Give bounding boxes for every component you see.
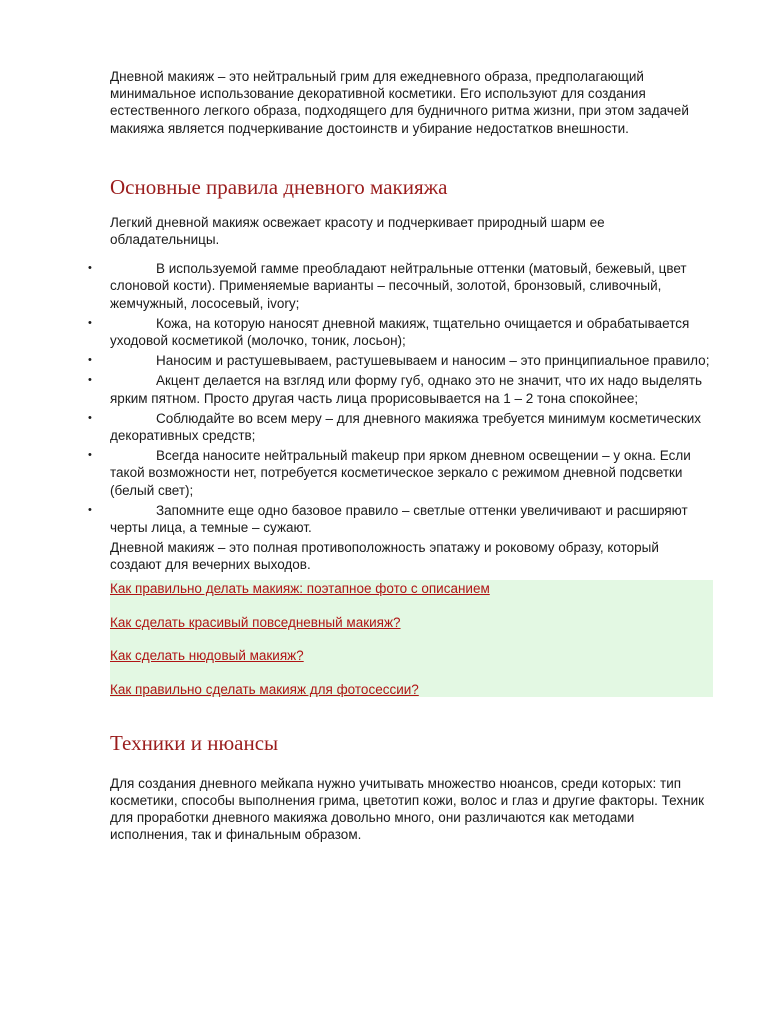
rules-lead-paragraph: Легкий дневной макияж освежает красоту и подчеркивает природный шарм ее обладательницы. (110, 214, 605, 248)
list-item (88, 502, 713, 536)
intro-paragraph: Дневной макияж – это нейтральный грим для ежедневного образа, предполагающий минимальное использование декоративной косметики. Его используют для создания естественного легкого образа, подходящего для будничного ритма жизни, при этом задачей макияжа является подчеркивание достоинств и убирание недостатков внешности. (110, 69, 689, 136)
list-item (88, 410, 713, 444)
bullet-icon: • (88, 262, 92, 275)
section-heading-rules: Основные правила дневного макияжа (110, 174, 448, 199)
list-item-text: Кожа, на которую наносят дневной макияж, тщательно очищается и обрабатывается уходовой косметикой (молочко, тоник, лосьон); (110, 315, 690, 349)
list-item (88, 260, 713, 312)
list-item-text: Всегда наносите нейтральный makeup при ярком дневном освещении – у окна. Если такой возможности нет, потребуется косметическое зеркало с режимом дневной подсветки (белый свет); (110, 448, 691, 498)
techniques-paragraph: Для создания дневного мейкапа нужно учитывать множество нюансов, среди которых: тип косметики, способы выполнения грима, цветотип кожи, волос и глаз и другие факторы. Техник для проработки дневного макияжа довольно много, они различаются как методами исполнения, так и финальным образом. (110, 775, 705, 843)
bullet-icon: • (88, 411, 92, 424)
related-link-nude-makeup[interactable]: Как сделать нюдовый макияж? (110, 647, 304, 663)
related-link-photoshoot-makeup[interactable]: Как правильно сделать макияж для фотосессии? (110, 681, 419, 697)
section-heading-techniques: Техники и нюансы (110, 730, 279, 755)
list-item (88, 315, 713, 349)
list-item-text: Наносим и растушевываем, растушевываем и наносим – это принципиальное правило; (156, 353, 710, 369)
list-item (88, 352, 713, 369)
list-item-text: Акцент делается на взгляд или форму губ, однако это не значит, что их надо выделять ярким пятном. Просто другая часть лица прорисовывается на 1 – 2 тона спокойнее; (110, 373, 703, 406)
related-links-box (110, 580, 713, 697)
rules-list (88, 260, 713, 536)
list-item-text: В используемой гамме преобладают нейтральные оттенки (матовый, бежевый, цвет слоновой кости). Применяемые варианты – песочный, золотой, бронзовый, сливочный, жемчужный, лососевый, ivory; (110, 261, 687, 311)
bullet-icon: • (88, 449, 92, 462)
list-item-text: Запомните еще одно базовое правило – светлые оттенки увеличивают и расширяют черты лица, а темные – сужают. (110, 502, 688, 536)
list-item-text: Соблюдайте во всем меру – для дневного макияжа требуется минимум косметических декоративных средств; (110, 410, 702, 444)
bullet-icon: • (88, 374, 92, 387)
bullet-icon: • (88, 354, 92, 367)
related-link-step-by-step[interactable]: Как правильно делать макияж: поэтапное фото с описанием (110, 580, 490, 596)
bullet-icon: • (88, 503, 92, 516)
related-link-everyday-makeup[interactable]: Как сделать красивый повседневный макияж? (110, 614, 401, 630)
article (88, 68, 713, 843)
rules-closing-paragraph: Дневной макияж – это полная противоположность эпатажу и роковому образу, который создают для вечерних выходов. (110, 540, 659, 573)
list-item (88, 372, 713, 406)
list-item (88, 447, 713, 499)
bullet-icon: • (88, 316, 92, 329)
